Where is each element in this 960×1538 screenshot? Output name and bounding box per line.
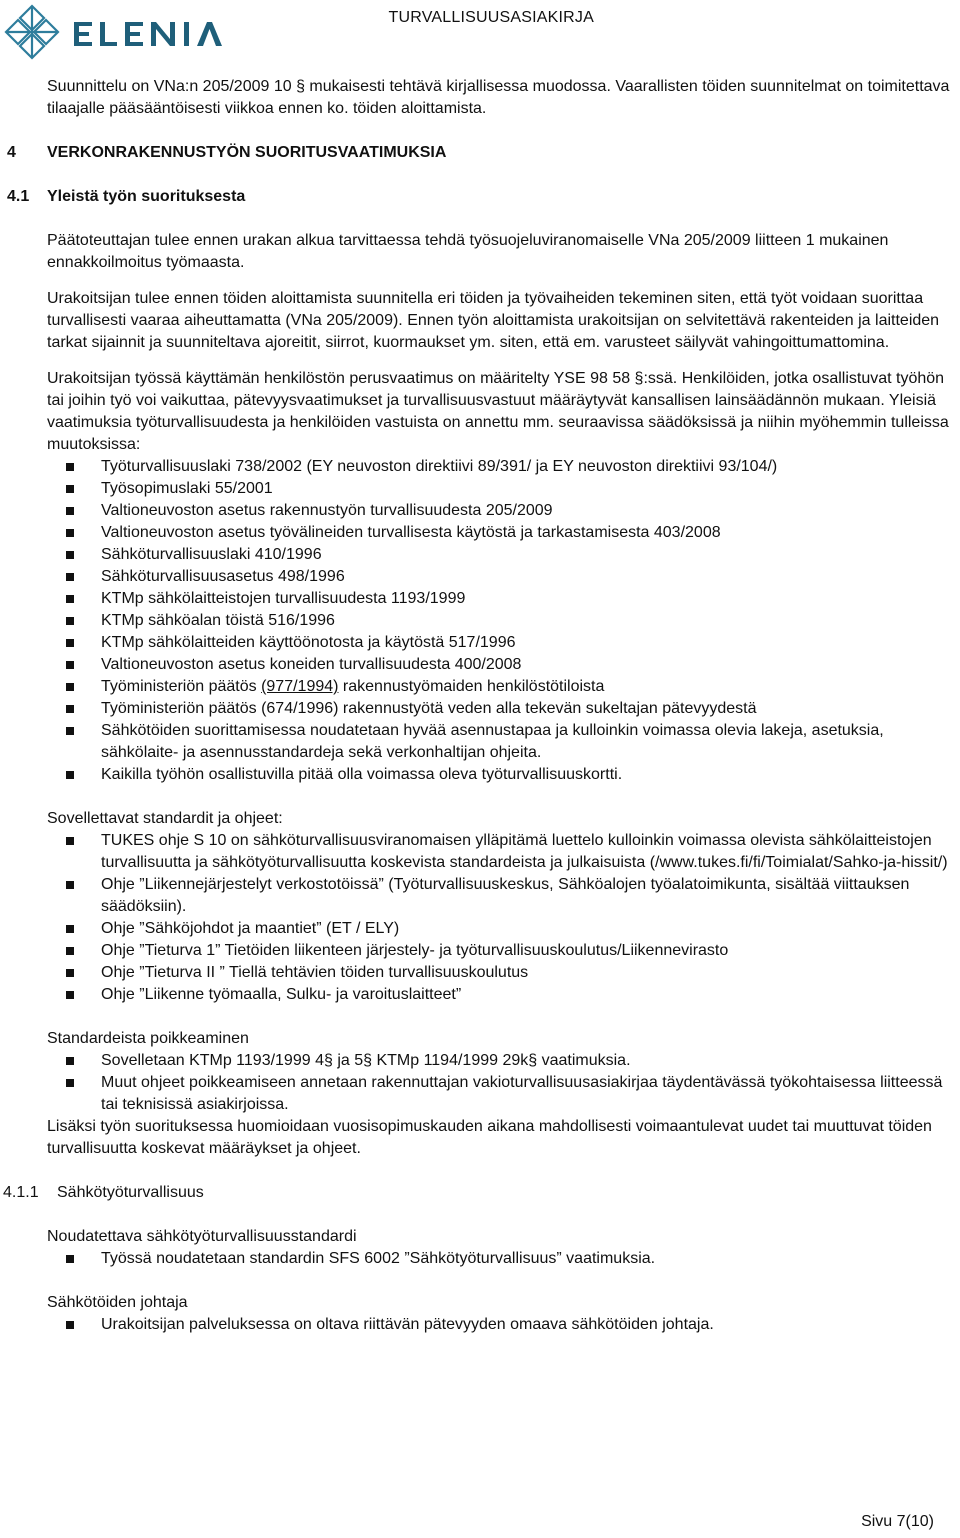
section-heading-4 <box>7 142 957 164</box>
section-number: 4.1.1 <box>3 1184 39 1201</box>
section-title: VERKONRAKENNUSTYÖN SUORITUSVAATIMUKSIA <box>47 144 447 161</box>
list-item: Ohje ”Tieturva II ” Tiellä tehtävien töiden turvallisuuskoulutus <box>47 962 957 984</box>
elenia-logo <box>2 2 242 64</box>
section-title: Sähkötyöturvallisuus <box>57 1184 204 1201</box>
standards-heading: Sovellettavat standardit ja ohjeet: <box>47 810 283 827</box>
list-item: Sovelletaan KTMp 1193/1999 4§ ja 5§ KTMp 1194/1999 29k§ vaatimuksia. <box>47 1050 957 1072</box>
paragraph-additional: Lisäksi työn suorituksessa huomioidaan vuosisopimuskauden aikana mahdollisesti voimaantulevat uudet tai muuttuvat töiden turvallisuutta koskevat määräykset ja ohjeet. <box>47 1118 932 1157</box>
list-item: TUKES ohje S 10 on sähköturvallisuusviranomaisen ylläpitämä luettelo kulloinkin voimassa olevista sähkölaitteistojen turvallisuutta ja sähkötyöturvallisuutta koskevista standardeista ja julkaisuista (/www.tukes.fi/fi/Toimialat/Sahko-ja-hissit/) <box>47 830 957 874</box>
deviation-list <box>47 1050 957 1116</box>
list-item: Työministeriön päätös (674/1996) rakennustyötä veden alla tekevän sukeltajan pätevyydestä <box>47 698 957 720</box>
list-item: KTMp sähkölaitteistojen turvallisuudesta 1193/1999 <box>47 588 957 610</box>
intro-paragraph: Suunnittelu on VNa:n 205/2009 10 § mukaisesti tehtävä kirjallisessa muodossa. Vaarallisten töiden suunnitelmat on toimitettava tilaajalle pääsääntöisesti viikkoa ennen ko. töiden aloittamista. <box>47 78 950 117</box>
section-heading-4-1 <box>7 186 957 208</box>
list-item: KTMp sähkölaitteiden käyttöönotosta ja käytöstä 517/1996 <box>47 632 957 654</box>
section-title: Yleistä työn suorituksesta <box>47 188 246 205</box>
item-text: rakennustyömaiden henkilöstötiloista <box>338 678 605 695</box>
list-item: Valtioneuvoston asetus koneiden turvallisuudesta 400/2008 <box>47 654 957 676</box>
list-item: Työssä noudatetaan standardin SFS 6002 ”Sähkötyöturvallisuus” vaatimuksia. <box>47 1248 957 1270</box>
regulations-list <box>47 456 957 786</box>
item-text: Työministeriön päätös <box>101 678 262 695</box>
list-item: Sähköturvallisuuslaki 410/1996 <box>47 544 957 566</box>
electrical-leader-heading: Sähkötöiden johtaja <box>47 1294 188 1311</box>
paragraph-planning: Urakoitsijan tulee ennen töiden aloittamista suunnitella eri töiden ja työvaiheiden tekeminen siten, että työt voidaan suorittaa turvallisesti vaaraa aiheuttamatta (VNa 205/2009). Ennen työn aloittamista urakoitsijan on selvitettävä rakenteiden ja laitteiden tarkat sijainnit ja suunniteltava ajoreitit, siirrot, kuormaukset ym. siten, että em. varusteet säilyvät vahingoittumattomina. <box>47 290 940 351</box>
list-item: KTMp sähköalan töistä 516/1996 <box>47 610 957 632</box>
underlined-reference: (977/1994) <box>261 678 339 695</box>
paragraph-notification: Päätoteuttajan tulee ennen urakan alkua tarvittaessa tehdä työsuojeluviranomaiselle VNa 205/2009 liitteen 1 mukainen ennakkoilmoitus työmaasta. <box>47 232 889 271</box>
list-item: Ohje ”Sähköjohdot ja maantiet” (ET / ELY) <box>47 918 957 940</box>
list-item: Kaikilla työhön osallistuvilla pitää olla voimassa oleva työturvallisuuskortti. <box>47 764 957 786</box>
list-item: Sähkötöiden suorittamisessa noudatetaan hyvää asennustapaa ja kulloinkin voimassa olevia lakeja, asetuksia, sähkölaite- ja asennusstandardeja sekä verkonhaltijan ohjeita. <box>47 720 957 764</box>
list-item: Valtioneuvoston asetus rakennustyön turvallisuudesta 205/2009 <box>47 500 957 522</box>
electrical-leader-list <box>47 1314 957 1336</box>
list-item: Työsopimuslaki 55/2001 <box>47 478 957 500</box>
section-number: 4.1 <box>7 188 30 205</box>
list-item <box>47 676 957 698</box>
standards-list <box>47 830 957 1006</box>
list-item: Työturvallisuuslaki 738/2002 (EY neuvoston direktiivi 89/391/ ja EY neuvoston direktiivi 93/104/) <box>47 456 957 478</box>
section-number: 4 <box>7 144 16 161</box>
page-number: Sivu 7(10) <box>861 1513 934 1530</box>
document-type-label: TURVALLISUUSASIAKIRJA <box>388 9 594 26</box>
section-heading-4-1-1 <box>3 1182 957 1204</box>
paragraph-personnel: Urakoitsijan työssä käyttämän henkilöstön perusvaatimus on määritelty YSE 98 58 §:ssä. Henkilöiden, jotka osallistuvat työhön tai joihin työ voi vaikuttaa, pätevyysvaatimukset ja turvallisuusvastuut määräytyvät kansallisen lainsäädännön mukaan. Yleisiä vaatimuksia työturvallisuudesta ja henkilöiden vastuista on annettu mm. seuraavissa säädöksissä ja niihin myöhemmin tulleissa muutoksissa: <box>47 370 949 453</box>
list-item: Ohje ”Tieturva 1” Tietöiden liikenteen järjestely- ja työturvallisuuskoulutus/Liikennevirasto <box>47 940 957 962</box>
electrical-standard-heading: Noudatettava sähkötyöturvallisuusstandardi <box>47 1228 357 1245</box>
list-item: Urakoitsijan palveluksessa on oltava riittävän pätevyyden omaava sähkötöiden johtaja. <box>47 1314 957 1336</box>
list-item: Ohje ”Liikennejärjestelyt verkostotöissä” (Työturvallisuuskeskus, Sähköalojen työalatoimikunta, sisältää viittauksen säädöksiin). <box>47 874 957 918</box>
list-item: Valtioneuvoston asetus työvälineiden turvallisesta käytöstä ja tarkastamisesta 403/2008 <box>47 522 957 544</box>
list-item: Sähköturvallisuusasetus 498/1996 <box>47 566 957 588</box>
list-item: Muut ohjeet poikkeamiseen annetaan rakennuttajan vakioturvallisuusasiakirjaa täydentävässä työkohtaisessa liitteessä tai teknisissä asiakirjoissa. <box>47 1072 957 1116</box>
deviation-heading: Standardeista poikkeaminen <box>47 1030 249 1047</box>
electrical-standard-list <box>47 1248 957 1270</box>
document-body <box>3 76 957 1336</box>
page-header <box>0 0 960 64</box>
list-item: Ohje ”Liikenne työmaalla, Sulku- ja varoituslaitteet” <box>47 984 957 1006</box>
